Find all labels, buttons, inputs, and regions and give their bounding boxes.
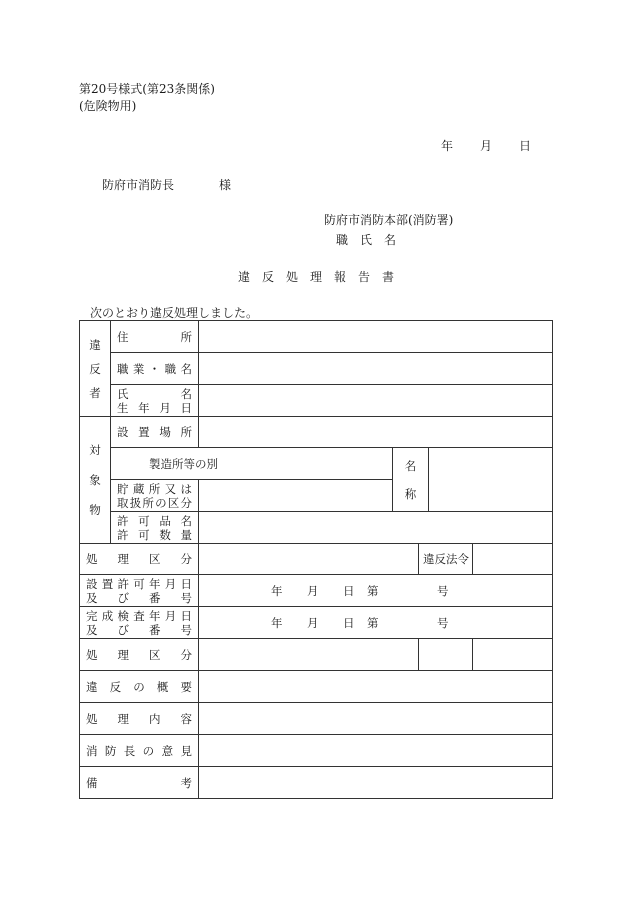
addressee: 防府市消防長 [102,178,175,192]
name-label: 名 称 [393,448,429,512]
violated-law-label: 違 反 法 令 [419,544,473,575]
violator-address-field[interactable] [199,321,553,353]
sender-name: 職 氏 名 [336,233,397,247]
violator-occupation-label: 職 業 ・ 職 名 [111,353,199,385]
install-permit-field[interactable]: 年 月 日 第 号 [199,575,553,607]
object-group-label: 対 象 物 [80,417,111,544]
honorific: 様 [219,178,232,192]
object-class-label: 貯 蔵 所 又 は 取 扱 所 の 区 分 [111,480,199,512]
violation-summary-field[interactable] [199,671,553,703]
intro-text: 次のとおり違反処理しました。 [90,306,259,320]
object-type-label: 製造所等の別 [111,448,393,480]
object-location-label: 設 置 場 所 [111,417,199,448]
violated-law-field[interactable] [473,544,553,575]
violator-occupation-field[interactable] [199,353,553,385]
disposal-type-extra-field-2[interactable] [473,639,553,671]
disposal-type-label-2: 処 理 区 分 [80,639,199,671]
chief-opinion-label: 消 防 長 の 意 見 [80,735,199,767]
document-title: 違 反 処 理 報 告 書 [238,270,395,284]
disposal-type-field-2[interactable] [199,639,419,671]
name-field[interactable] [429,448,553,512]
disposal-content-label: 処 理 内 容 [80,703,199,735]
form-category: (危険物用) [79,99,137,113]
remarks-field[interactable] [199,767,553,799]
violator-group-label: 違 反 者 [80,321,111,417]
object-location-field[interactable] [199,417,553,448]
chief-opinion-field[interactable] [199,735,553,767]
disposal-type-extra-field[interactable] [419,639,473,671]
sender-org: 防府市消防本部(消防署) [324,213,454,227]
violator-name-field[interactable] [199,385,553,417]
disposal-type-field-1[interactable] [199,544,419,575]
completion-label: 完 成 検 査 年 月 日 及 び 番 号 [80,607,199,639]
date-line: 年 月 日 [441,139,533,153]
disposal-type-label-1: 処 理 区 分 [80,544,199,575]
permit-field[interactable] [199,512,553,544]
object-class-field[interactable] [199,480,393,512]
violator-address-label: 住 所 [111,321,199,353]
install-permit-label: 設 置 許 可 年 月 日 及 び 番 号 [80,575,199,607]
report-form-table [79,320,553,799]
disposal-content-field[interactable] [199,703,553,735]
violation-summary-label: 違 反 の 概 要 [80,671,199,703]
form-number: 第20号様式(第23条関係) [79,82,215,96]
remarks-label: 備 考 [80,767,199,799]
violator-name-birth-label: 氏 名 生 年 月 日 [111,385,199,417]
permit-label: 許 可 品 名 許 可 数 量 [111,512,199,544]
completion-field[interactable]: 年 月 日 第 号 [199,607,553,639]
